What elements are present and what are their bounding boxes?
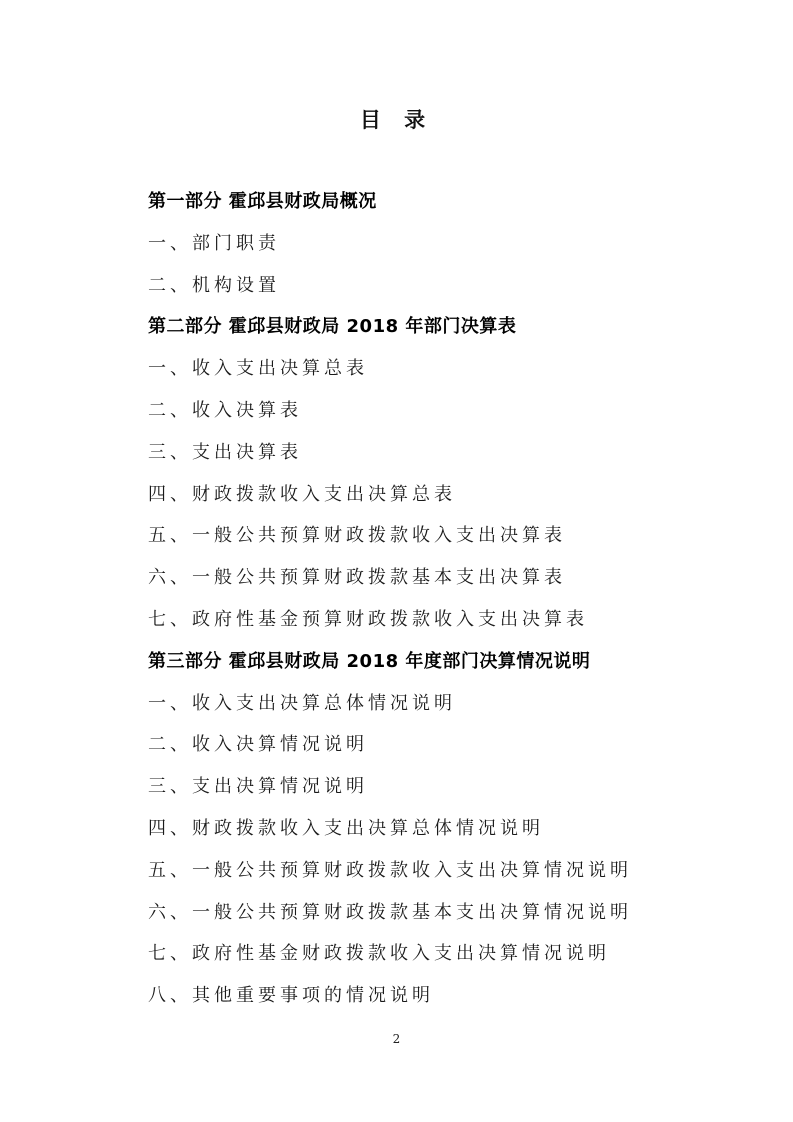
- toc-item: 七、政府性基金财政拨款收入支出决算情况说明: [148, 943, 610, 965]
- toc-item: 一、部门职责: [148, 232, 280, 254]
- page-title: 目 录: [359, 107, 434, 132]
- toc-part-heading: 第一部分 霍邱县财政局概况: [148, 191, 377, 212]
- toc-part-heading: 第三部分 霍邱县财政局 2018 年度部门决算情况说明: [148, 650, 591, 672]
- toc-item: 三、支出决算情况说明: [148, 776, 368, 798]
- toc-item: 五、一般公共预算财政拨款收入支出决算表: [148, 525, 566, 547]
- toc-item: 八、其他重要事项的情况说明: [148, 985, 434, 1007]
- toc-item: 七、政府性基金预算财政拨款收入支出决算表: [148, 608, 588, 630]
- toc-item: 四、财政拨款收入支出决算总体情况说明: [148, 817, 544, 839]
- toc-item: 二、收入决算情况说明: [148, 734, 368, 756]
- toc-item: 五、一般公共预算财政拨款收入支出决算情况说明: [148, 859, 632, 881]
- toc-item: 四、财政拨款收入支出决算总表: [148, 483, 456, 505]
- toc-item: 一、收入支出决算总表: [148, 358, 368, 380]
- toc-item: 六、一般公共预算财政拨款基本支出决算情况说明: [148, 901, 632, 923]
- page-number: 2: [392, 1032, 401, 1046]
- toc-part-heading: 第二部分 霍邱县财政局 2018 年部门决算表: [148, 316, 517, 338]
- toc-item: 一、收入支出决算总体情况说明: [148, 692, 456, 714]
- toc-item: 二、收入决算表: [148, 399, 302, 421]
- table-of-contents: [148, 188, 708, 1024]
- toc-item: 二、机构设置: [148, 274, 280, 296]
- toc-item: 六、一般公共预算财政拨款基本支出决算表: [148, 567, 566, 589]
- toc-item: 三、支出决算表: [148, 441, 302, 463]
